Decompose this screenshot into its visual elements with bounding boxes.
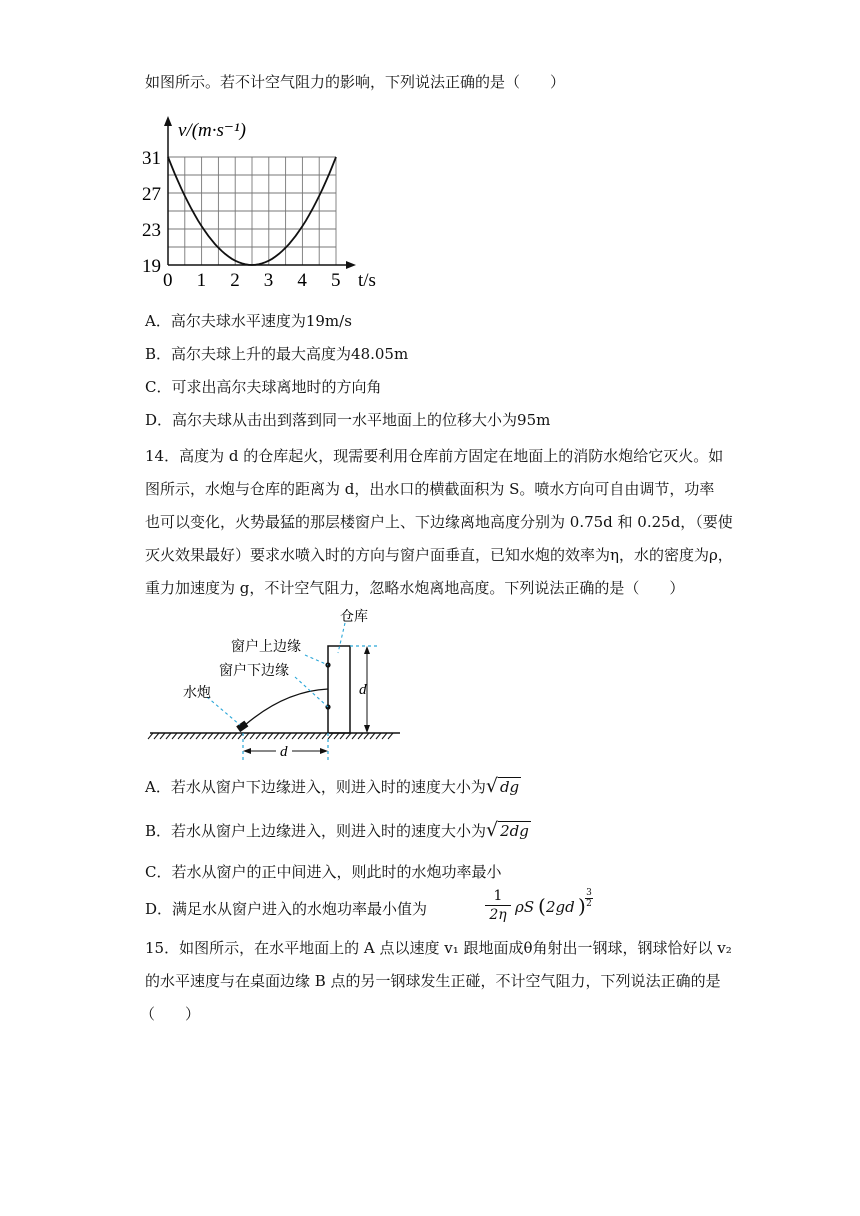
exponent-numerator: 3 — [586, 888, 592, 898]
q14-line-1: 14．高度为 d 的仓库起火，现需要利用仓库前方固定在地面上的消防水炮给它灭火。如 — [145, 447, 724, 465]
hatch-mark — [286, 733, 291, 739]
sqrt-symbol: √ — [486, 819, 499, 841]
rho-s: ρS — [515, 898, 535, 916]
q14-option-b-math: 2dg — [500, 822, 529, 840]
x-tick-label: 3 — [263, 270, 274, 290]
y-tick-label: 23 — [142, 220, 161, 241]
q14-option-b-text: B．若水从窗户上边缘进入，则进入时的速度大小为 — [145, 822, 487, 840]
q14-line-5: 重力加速度为 g，不计空气阻力，忽略水炮离地高度。下列说法正确的是（ ） — [145, 579, 685, 597]
exponent-denominator: 2 — [586, 899, 592, 909]
q15-line-3: （ ） — [140, 1005, 201, 1023]
velocity-time-graph — [140, 110, 400, 290]
hatch-mark — [340, 733, 345, 739]
q14-line-3: 也可以变化，火势最猛的那层楼窗户上、下边缘离地高度分别为 0.75d 和 0.25d，（要使 — [145, 513, 733, 531]
fire-cannon-diagram — [145, 605, 415, 770]
hatch-mark — [148, 733, 153, 739]
hatch-mark — [190, 733, 195, 739]
ground-hatching — [148, 733, 393, 739]
x-tick-label: 1 — [196, 270, 207, 290]
q13-option-b: B．高尔夫球上升的最大高度为48.05m — [145, 345, 409, 363]
hatch-mark — [310, 733, 315, 739]
fraction — [485, 888, 511, 924]
hatch-mark — [382, 733, 387, 739]
paren-close: ) — [578, 894, 586, 918]
hatch-mark — [232, 733, 237, 739]
hatch-mark — [292, 733, 297, 739]
hatch-mark — [262, 733, 267, 739]
hatch-mark — [214, 733, 219, 739]
paren-open: ( — [538, 894, 546, 918]
q15-line-2: 的水平速度与在桌面边缘 B 点的另一钢球发生正碰，不计空气阻力，下列说法正确的是 — [145, 972, 721, 990]
y-tick-label: 27 — [142, 184, 161, 205]
q14-option-c: C．若水从窗户的正中间进入，则此时的水炮功率最小 — [145, 863, 502, 881]
hatch-mark — [304, 733, 309, 739]
hatch-mark — [298, 733, 303, 739]
window-top-label: 窗户上边缘 — [231, 640, 301, 655]
hatch-mark — [238, 733, 243, 739]
q14-option-d-text: D．满足水从窗户进入的水炮功率最小值为 — [145, 900, 428, 918]
height-label: d — [359, 682, 367, 698]
q13-option-d: D．高尔夫球从击出到落到同一水平地面上的位移大小为95m — [145, 411, 551, 429]
q13-option-a: A．高尔夫球水平速度为19m/s — [145, 312, 352, 330]
cannon-body — [236, 721, 248, 732]
hatch-mark — [364, 733, 369, 739]
graph-y-ticks — [142, 148, 161, 277]
hatch-mark — [220, 733, 225, 739]
warehouse-wall — [328, 646, 350, 733]
hatch-mark — [178, 733, 183, 739]
hatch-mark — [196, 733, 201, 739]
hatch-mark — [160, 733, 165, 739]
y-tick-label: 31 — [142, 148, 161, 169]
q14-option-b — [145, 820, 531, 841]
hatch-mark — [154, 733, 159, 739]
distance-label: d — [280, 744, 288, 760]
q14-option-a-math: dg — [499, 778, 520, 796]
hatch-mark — [358, 733, 363, 739]
hatch-mark — [334, 733, 339, 739]
hatch-mark — [388, 733, 393, 739]
hatch-mark — [352, 733, 357, 739]
hatch-mark — [244, 733, 249, 739]
graph-x-ticks — [163, 270, 341, 290]
cannon-label: 水炮 — [183, 686, 211, 701]
y-axis-arrow — [164, 116, 172, 126]
graph-xlabel: t/s — [358, 270, 376, 290]
hatch-mark — [166, 733, 171, 739]
hatch-mark — [226, 733, 231, 739]
hatch-mark — [208, 733, 213, 739]
graph-ylabel: v/(m·s⁻¹) — [178, 120, 246, 141]
hatch-mark — [328, 733, 333, 739]
x-axis-arrow — [346, 261, 356, 269]
q13-option-c: C．可求出高尔夫球离地时的方向角 — [145, 378, 382, 396]
hatch-mark — [256, 733, 261, 739]
hatch-mark — [346, 733, 351, 739]
hatch-mark — [250, 733, 255, 739]
hatch-mark — [202, 733, 207, 739]
q14-line-4: 灭火效果最好）要求水喷入时的方向与窗户面垂直，已知水炮的效率为η，水的密度为ρ， — [145, 546, 733, 564]
exponent — [585, 888, 593, 909]
hatch-mark — [376, 733, 381, 739]
x-tick-label: 5 — [331, 270, 341, 290]
q14-option-a-text: A．若水从窗户下边缘进入，则进入时的速度大小为 — [145, 778, 486, 796]
fraction-denominator: 2η — [489, 907, 507, 923]
hatch-mark — [316, 733, 321, 739]
x-tick-label: 0 — [163, 270, 173, 290]
paren-content: 2gd — [546, 898, 575, 916]
hatch-mark — [274, 733, 279, 739]
q14-line-2: 图所示，水炮与仓库的距离为 d，出水口的横截面积为 S。喷水方向可自由调节，功率 — [145, 480, 715, 498]
hatch-mark — [280, 733, 285, 739]
x-tick-label: 2 — [230, 270, 240, 290]
warehouse-label: 仓库 — [340, 610, 368, 625]
y-tick-label: 19 — [142, 256, 161, 277]
water-trajectory — [245, 689, 328, 725]
hatch-mark — [184, 733, 189, 739]
hatch-mark — [268, 733, 273, 739]
sqrt-symbol: √ — [485, 775, 498, 797]
q13-intro: 如图所示。若不计空气阻力的影响，下列说法正确的是（ ） — [145, 73, 566, 91]
q15-line-1: 15．如图所示，在水平地面上的 A 点以速度 v₁ 跟地面成θ角射出一钢球，钢球恰好以 v₂ — [145, 939, 732, 957]
hatch-mark — [322, 733, 327, 739]
hatch-mark — [370, 733, 375, 739]
hatch-mark — [172, 733, 177, 739]
fraction-numerator: 1 — [485, 888, 511, 906]
window-bottom-label: 窗户下边缘 — [219, 664, 289, 679]
q14-option-a — [145, 776, 521, 797]
x-tick-label: 4 — [297, 270, 307, 290]
